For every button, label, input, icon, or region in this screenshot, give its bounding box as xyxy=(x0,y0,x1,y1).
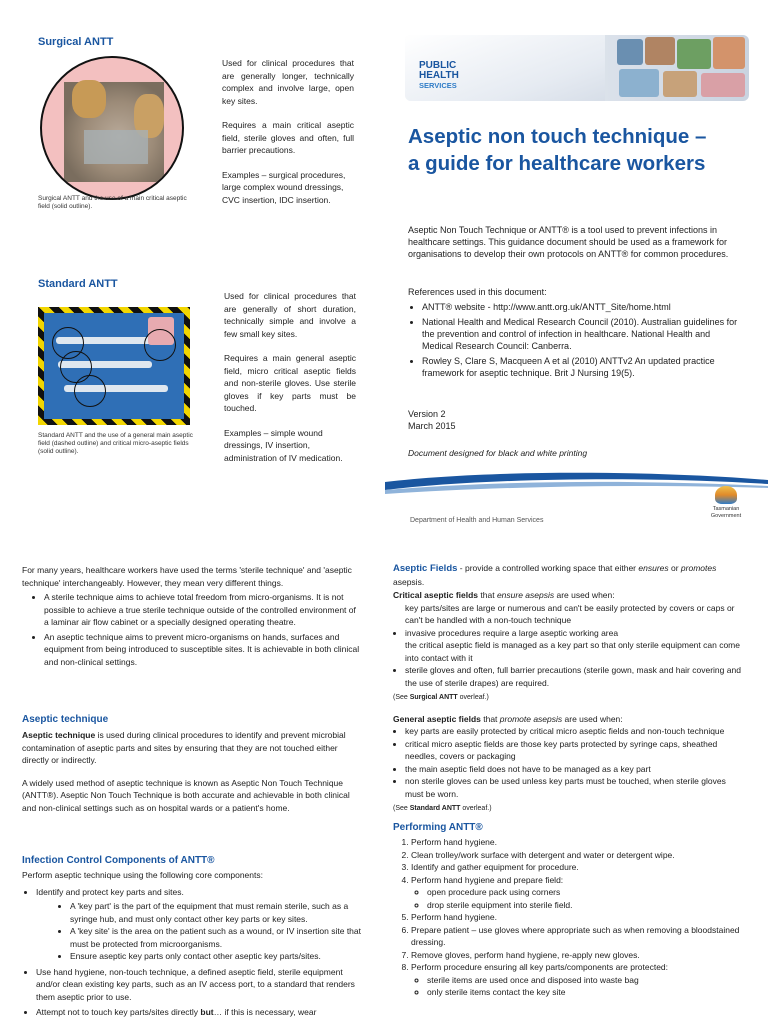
component-sub-item: • A 'key part' is the part of the equipment that must remain sterile, such as a syringe hub, and must only contact other key parts or key sites. xyxy=(70,900,368,925)
general-bullet: • the main aseptic field does not have to be managed as a key part xyxy=(405,763,745,776)
critical-end: are used when: xyxy=(554,590,615,600)
standard-antt-description xyxy=(224,290,356,464)
see-surgical-post: overleaf.) xyxy=(457,694,489,701)
intro-paragraph: For many years, healthcare workers have used the terms 'sterile technique' and 'aseptic technique' interchangeably. However, they mean very different things. xyxy=(22,565,352,588)
step-sub-item: ◦ sterile items are used once and disposed into waste bag xyxy=(427,974,745,987)
aseptic-technique-text xyxy=(22,729,358,814)
version-date: March 2015 xyxy=(408,421,456,431)
fields-em-1: ensures xyxy=(638,563,669,573)
performing-antt-heading: Performing ANTT® xyxy=(393,821,483,833)
cover-title: Aseptic non touch technique – a guide for healthcare workers xyxy=(408,125,707,175)
critical-mid: that xyxy=(478,590,497,600)
standard-antt-heading: Standard ANTT xyxy=(38,278,118,290)
standard-para-2: Requires a main general aseptic field, micro critical aseptic fields and non-sterile gloves. Use sterile gloves if key parts must be touched. xyxy=(224,353,356,413)
reference-item: • Rowley S, Clare S, Macqueen A et al (2010) ANTTv2 An updated practice framework for aseptic technique. Brit J Nursing 19(5). xyxy=(422,355,738,379)
tasmanian-government-logo xyxy=(704,486,748,519)
step-4-text: Perform hand hygiene and prepare field: xyxy=(411,874,564,885)
component-1-text: Identify and protect key parts and sites. xyxy=(36,886,184,897)
components-section xyxy=(22,869,368,1019)
antt-method-paragraph: A widely used method of aseptic technique is known as Aseptic Non Touch Technique (ANTT®). Aseptic Non Touch Technique is both accurate and achievable in both clinical and non-clinical settings such as on hospital wards or a patient's home. xyxy=(22,777,350,813)
public-health-logo xyxy=(419,61,459,91)
step-item: 5. Perform hand hygiene. xyxy=(411,911,745,924)
critical-bullet: • sterile gloves and often, full barrier precautions (sterile gown, mask and hair covering and the use of sterile drapes) are required. xyxy=(405,664,745,689)
general-mid: that xyxy=(480,713,500,724)
tasmania-crest-icon xyxy=(715,486,737,504)
general-bullet: • critical micro aseptic fields are those key parts protected by syringe caps, sheathed needles, covers or packaging xyxy=(405,738,745,763)
see-standard-note xyxy=(393,803,745,816)
references-block xyxy=(408,286,738,379)
component-sub-item: • Ensure aseptic key parts only contact other aseptic key parts/sites. xyxy=(70,950,368,963)
version-info xyxy=(408,408,456,432)
aseptic-technique-def: is used during clinical procedures to identify and prevent microbial contamination of aseptic parts and sites by ensuring that they are not touched either directly or indirectly. xyxy=(22,730,346,765)
step-item: 7. Remove gloves, perform hand hygiene, re-apply new gloves. xyxy=(411,949,745,962)
logo-line-1: PUBLIC xyxy=(419,60,457,71)
fields-text-2: or xyxy=(668,563,681,573)
general-end: are used when: xyxy=(562,713,623,724)
gov-logo-line-1: Tasmanian xyxy=(712,506,740,512)
reference-item: • National Health and Medical Research Council (2010). Australian guidelines for the prevention and control of infection in healthcare. National Health and Medical Research Council: Canberra. xyxy=(422,316,738,352)
critical-fields-bold: Critical aseptic fields xyxy=(393,590,479,600)
fields-em-2: promotes xyxy=(680,563,717,573)
general-bullet: • key parts are easily protected by critical micro aseptic fields and non-touch technique xyxy=(405,725,745,738)
see-standard-bold: Standard ANTT xyxy=(409,805,461,812)
cover-banner xyxy=(405,35,749,101)
step-item: 3. Identify and gather equipment for procedure. xyxy=(411,861,745,874)
component-sub-item: • A 'key site' is the area on the patient such as a wound, or IV insertion site that must be protected from microorganisms. xyxy=(70,925,368,950)
see-surgical-note xyxy=(393,692,745,705)
step-item: 2. Clean trolley/work surface with detergent and water or detergent wipe. xyxy=(411,849,745,862)
intro-bullet: • A sterile technique aims to achieve total freedom from micro-organisms. It is not possible to achieve a true sterile technique outside of the controlled environment of a laminar air flow cabinet or a specially designed operating theatre. xyxy=(44,591,362,629)
logo-line-2: HEALTH xyxy=(419,70,459,81)
component-item: • Use hand hygiene, non-touch technique, a defined aseptic field, sterile equipment and/or clean existing key parts, such as an IV access port, to a standard that renders them aseptic prior to use. xyxy=(36,966,368,1004)
step-item: 1. Perform hand hygiene. xyxy=(411,836,745,849)
surgical-antt-heading: Surgical ANTT xyxy=(38,36,114,48)
step-8-text: Perform procedure ensuring all key parts/components are protected: xyxy=(411,962,669,972)
standard-para-1: Used for clinical procedures that are generally of short duration, technically simple and involve a few small key sites. xyxy=(224,291,356,339)
references-heading: References used in this document: xyxy=(408,287,547,297)
cover-intro: Aseptic Non Touch Technique or ANTT® is a tool used to prevent infections in healthcare settings. This guidance document should be used as a framework for organisations to develop their own protocols on ANTT® for common procedures. xyxy=(408,225,729,259)
surgical-para-3: Examples – surgical procedures, large complex wound dressings, CVC insertion, IDC insertion. xyxy=(222,169,346,205)
surgical-para-2: Requires a main critical aseptic field, sterile gloves and often, full barrier precautions. xyxy=(222,120,354,155)
aseptic-technique-bold: Aseptic technique xyxy=(22,730,96,740)
component-3-pre: Attempt not to touch key parts/sites directly xyxy=(36,1007,201,1017)
surgical-antt-caption: Surgical ANTT and the use of a main critical aseptic field (solid outline). xyxy=(38,195,187,210)
intro-section xyxy=(22,564,362,668)
see-surgical-pre: (See xyxy=(393,694,410,701)
components-intro: Perform aseptic technique using the following core components: xyxy=(22,870,263,880)
gov-logo-line-2: Government xyxy=(710,512,742,519)
logo-line-3: SERVICES xyxy=(419,81,457,90)
step-item: 6. Prepare patient – use gloves where appropriate such as when removing a bloodstained dressing. xyxy=(411,924,745,949)
version-label: Version 2 xyxy=(408,409,446,419)
reference-item: • ANTT® website - http://www.antt.org.uk/ANTT_Site/home.html xyxy=(422,301,738,313)
see-standard-pre: (See xyxy=(393,805,410,812)
surgical-antt-description xyxy=(222,57,354,206)
intro-bullet: • An aseptic technique aims to prevent micro-organisms on hands, surfaces and equipment from being introduced to susceptible sites. It is achievable in both clinical and non-clinical settings. xyxy=(44,631,362,669)
general-em: promote asepsis xyxy=(499,713,563,724)
see-surgical-bold: Surgical ANTT xyxy=(409,694,458,701)
step-sub-item: ◦ drop sterile equipment into sterile field. xyxy=(427,899,745,912)
component-3-post: … if this is necessary, wear xyxy=(213,1007,317,1017)
step-item xyxy=(411,874,745,912)
see-standard-post: overleaf.) xyxy=(460,805,492,812)
component-item xyxy=(36,886,368,963)
fields-text-3: asepsis. xyxy=(393,576,425,587)
component-3-bold: but xyxy=(200,1007,214,1017)
fields-text-1: - provide a controlled working space that either xyxy=(457,563,639,573)
standard-antt-caption: Standard ANTT and the use of a general main aseptic field (dashed outline) and critical micro-aseptic fields (solid outline). xyxy=(38,432,193,455)
print-note: Document designed for black and white printing xyxy=(408,448,588,458)
critical-first-line: key parts/sites are large or numerous and can't be easily protected by covers or caps or can't be handled with a non-touch technique xyxy=(405,602,735,625)
general-fields-bold: General aseptic fields xyxy=(393,713,481,724)
step-sub-item: ◦ only sterile items contact the key site xyxy=(427,986,745,999)
step-sub-item: ◦ open procedure pack using corners xyxy=(427,886,745,899)
surgical-para-1: Used for clinical procedures that are generally longer, technically complex and involve large, open key sites. xyxy=(222,58,354,106)
department-name: Department of Health and Human Services xyxy=(410,517,544,524)
aseptic-fields-section xyxy=(393,562,745,999)
aseptic-technique-heading: Aseptic technique xyxy=(22,714,109,725)
critical-bullet: • invasive procedures require a large aseptic working area xyxy=(405,627,745,640)
critical-em: ensure asepsis xyxy=(496,590,555,600)
standard-para-3: Examples – simple wound dressings, IV insertion, administration of IV medication. xyxy=(224,427,343,463)
step-item xyxy=(411,961,745,999)
general-bullet: • non sterile gloves can be used unless key parts must be touched, when sterile gloves must be worn. xyxy=(405,775,745,800)
aseptic-fields-heading: Aseptic Fields xyxy=(393,563,458,574)
surgical-antt-photo xyxy=(40,56,184,200)
infection-control-heading: Infection Control Components of ANTT® xyxy=(22,855,215,866)
critical-after-line: the critical aseptic field is managed as a key part so that only sterile equipment can come into contact with it xyxy=(405,640,740,663)
component-item xyxy=(36,1006,368,1019)
standard-antt-photo xyxy=(38,307,190,425)
